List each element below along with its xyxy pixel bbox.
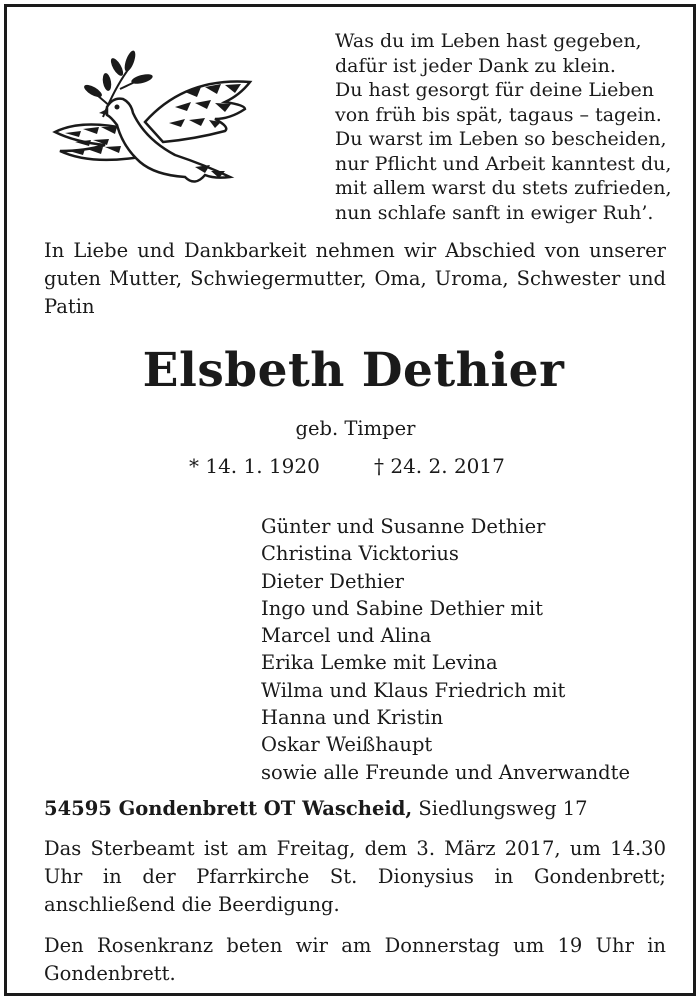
deceased-name: Elsbeth Dethier: [142, 343, 565, 398]
poem: [335, 29, 675, 225]
mourner-line: Ingo und Sabine Dethier mit: [261, 596, 543, 620]
death-date: † 24. 2. 2017: [374, 454, 505, 478]
address-street: Siedlungsweg 17: [418, 797, 588, 820]
maiden-name: geb. Timper: [295, 417, 416, 440]
address-place: 54595 Gondenbrett OT Wascheid,: [44, 797, 413, 820]
poem-line: Was du im Leben hast gegeben,: [335, 30, 642, 52]
poem-line: Du warst im Leben so bescheiden,: [335, 128, 667, 150]
poem-line: mit allem warst du stets zufrieden,: [335, 177, 672, 199]
mourner-line: Wilma und Klaus Friedrich mit: [261, 678, 566, 702]
mourners-list: [261, 513, 681, 786]
poem-line: nun schlafe sanft in ewiger Ruh’.: [335, 201, 654, 224]
poem-line: von früh bis spät, tagaus – tagein.: [335, 103, 662, 126]
mourner-line: Erika Lemke mit Levina: [261, 651, 498, 675]
dove-with-olive-branch-icon: [45, 47, 260, 197]
poem-line: Du hast gesorgt für deine Lieben: [335, 79, 654, 101]
obituary-frame: [4, 4, 696, 996]
address: [44, 797, 664, 820]
poem-line: dafür ist jeder Dank zu klein.: [335, 54, 616, 77]
intro-text: In Liebe und Dankbarkeit nehmen wir Abschied von unserer guten Mutter, Schwiegermutter, Oma, Uroma, Schwester und Patin: [44, 239, 666, 318]
life-dates: [189, 454, 549, 478]
poem-line: nur Pflicht und Arbeit kanntest du,: [335, 152, 672, 175]
mourner-line: Marcel und Alina: [261, 624, 432, 648]
mourner-line: Hanna und Kristin: [261, 706, 444, 730]
mourner-line: Günter und Susanne Dethier: [261, 515, 546, 538]
birth-date: * 14. 1. 1920: [189, 454, 320, 478]
funeral-notice: Das Sterbeamt ist am Freitag, dem 3. März 2017, um 14.30 Uhr in der Pfarrkirche St. Dionysius in Gondenbrett; anschließend die Beerdigung.: [44, 837, 666, 916]
mourner-line: Oskar Weißhaupt: [261, 733, 433, 757]
mourner-line: sowie alle Freunde und Anverwandte: [261, 760, 631, 784]
rosary-notice: Den Rosenkranz beten wir am Donnerstag um 19 Uhr in Gondenbrett.: [44, 934, 666, 985]
mourner-line: Christina Vicktorius: [261, 542, 459, 566]
mourner-line: Dieter Dethier: [261, 569, 404, 593]
